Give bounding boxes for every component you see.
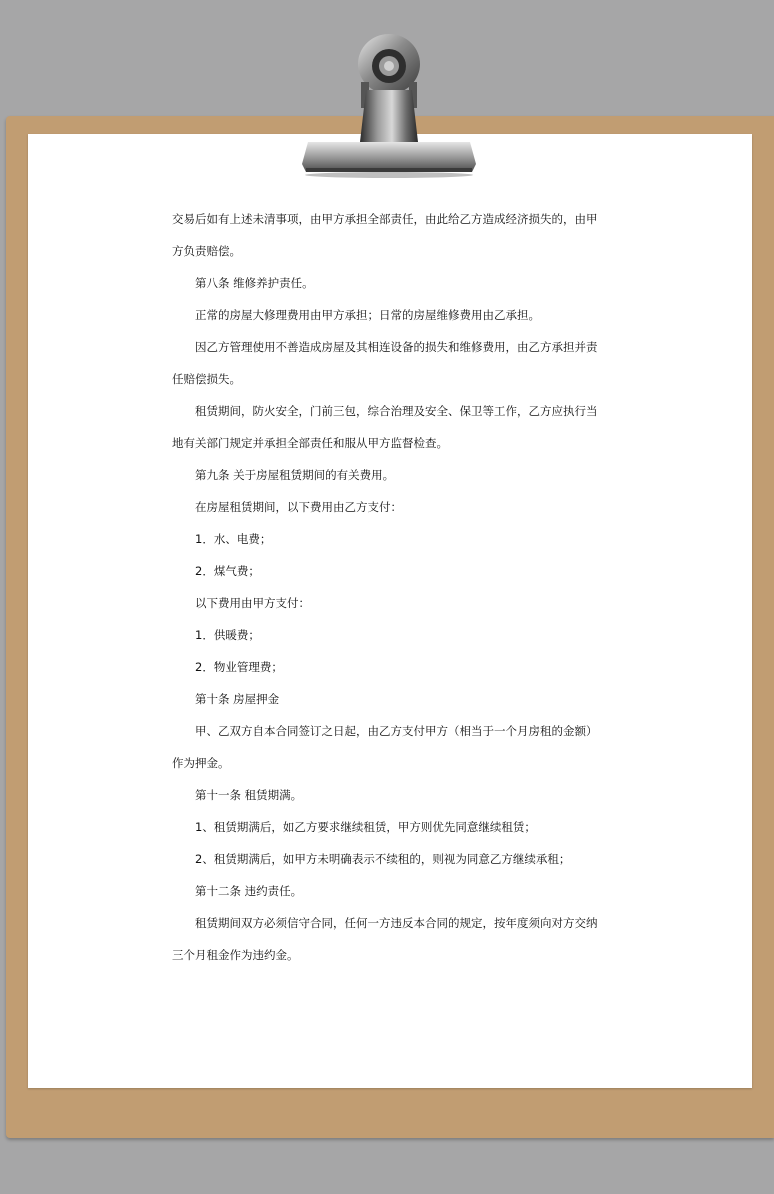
text-line: 第八条 维修养护责任。 [195,276,314,290]
text-line: 1、租赁期满后，如乙方要求继续租赁，甲方则优先同意继续租赁； [195,820,536,834]
document-body [172,203,612,971]
text-line: 1．水、电费； [195,532,272,546]
text-line: 租赁期间，防火安全，门前三包，综合治理及安全、保卫等工作，乙方应执行当 [195,404,598,418]
text-line: 第十二条 违约责任。 [195,884,303,898]
text-line: 作为押金。 [172,756,230,770]
text-line: 第十一条 租赁期满。 [195,788,303,802]
text-line: 甲、乙双方自本合同签订之日起，由乙方支付甲方（相当于一个月房租的金额） [195,724,598,738]
text-line: 任赔偿损失。 [172,372,241,386]
text-line: 正常的房屋大修理费用由甲方承担；日常的房屋维修费用由乙承担。 [195,308,540,322]
text-line: 2．物业管理费； [195,660,283,674]
text-line: 地有关部门规定并承担全部责任和服从甲方监督检查。 [172,436,448,450]
text-line: 在房屋租赁期间，以下费用由乙方支付： [195,500,402,514]
text-line: 1．供暖费； [195,628,260,642]
text-line: 交易后如有上述未清事项，由甲方承担全部责任，由此给乙方造成经济损失的，由甲 [172,212,598,226]
text-line: 以下费用由甲方支付： [195,596,310,610]
text-line: 方负责赔偿。 [172,244,241,258]
text-line: 租赁期间双方必须信守合同，任何一方违反本合同的规定，按年度须向对方交纳 [195,916,598,930]
text-line: 第九条 关于房屋租赁期间的有关费用。 [195,468,395,482]
text-line: 第十条 房屋押金 [195,692,280,706]
text-line: 2、租赁期满后，如甲方未明确表示不续租的，则视为同意乙方继续承租； [195,852,571,866]
text-line: 2．煤气费； [195,564,260,578]
binder-clip-icon [300,24,478,178]
text-line: 因乙方管理使用不善造成房屋及其相连设备的损失和维修费用，由乙方承担并责 [195,340,598,354]
text-line: 三个月租金作为违约金。 [172,948,299,962]
